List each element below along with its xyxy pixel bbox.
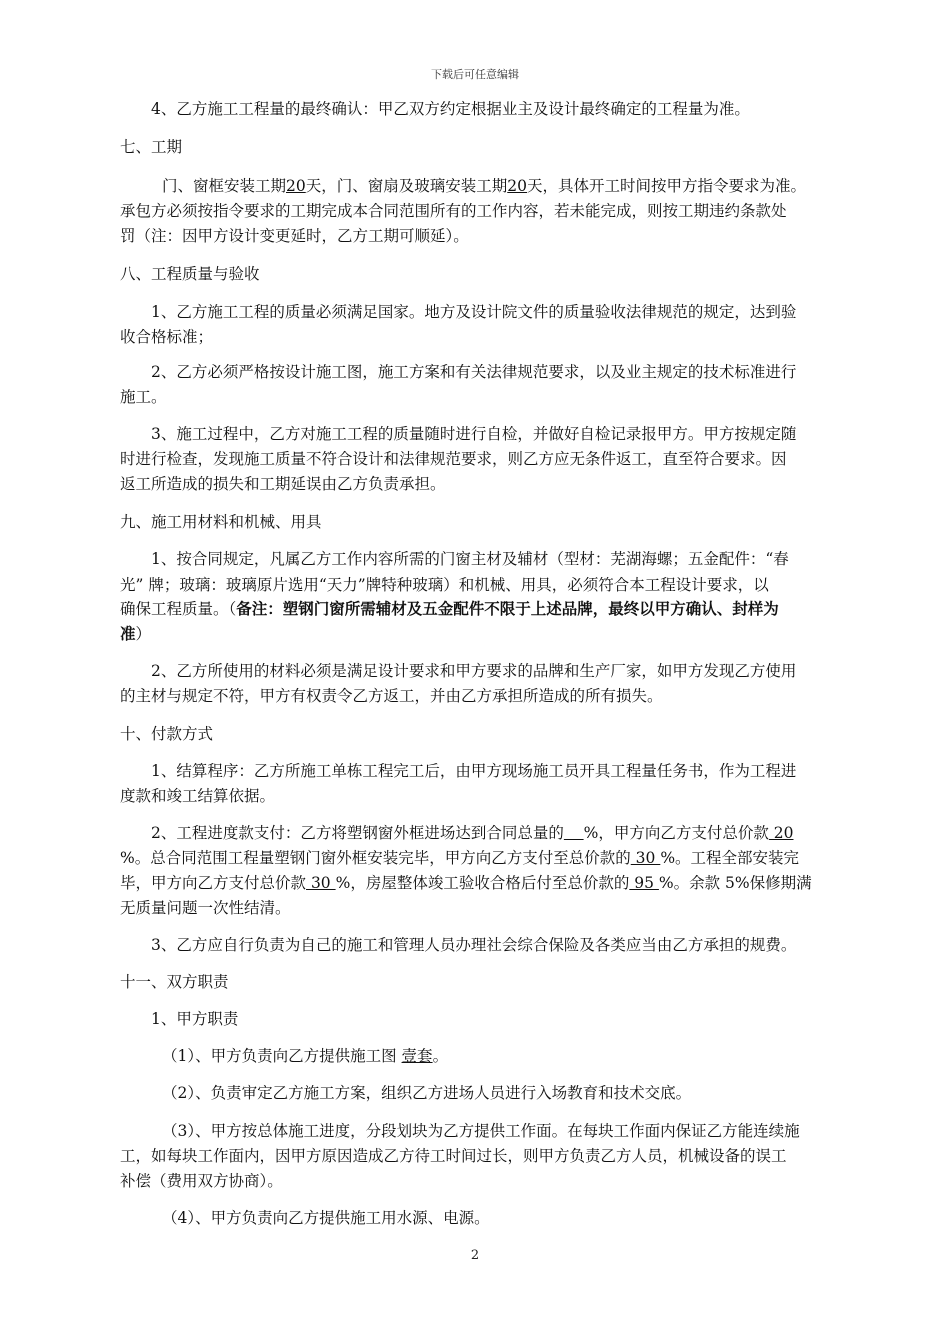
section-7-para-line-1: 门、窗框安装工期20天，门、窗扇及玻璃安装工期20天，具体开工时间按甲方指令要求为准。 [162, 177, 807, 195]
page-number: 2 [470, 1248, 480, 1263]
brand-note-bold: 备注：塑钢门窗所需辅材及五金配件不限于上述品牌，最终以甲方确认、封样为 [236, 599, 779, 618]
duration-frame: 20 [286, 177, 306, 195]
section-10-heading: 十、付款方式 [120, 725, 214, 743]
payment-percent-2: 30 [630, 849, 661, 867]
section-8-item-3-line-1: 3、施工过程中，乙方对施工工程的质量随时进行自检，并做好自检记录报甲方。甲方按规定随 [151, 425, 797, 443]
duty-item-4: （4）、甲方负责向乙方提供施工用水源、电源。 [162, 1209, 490, 1227]
section-10-item-2-line-4: 无质量问题一次性结清。 [120, 899, 291, 917]
section-8-item-1-line-2: 收合格标准； [120, 328, 214, 346]
section-8-heading: 八、工程质量与验收 [120, 265, 260, 283]
section-10-item-2-line-1: 2、工程进度款支付：乙方将塑钢窗外框进场达到合同总量的 %，甲方向乙方支付总价款 20 [151, 824, 794, 842]
blank-percent [564, 824, 584, 842]
section-8-item-3-line-2: 时进行检查，发现施工质量不符合设计和法律规范要求，则乙方应无条件返工，直至符合要求。因 [120, 450, 787, 468]
section-10-item-2-line-2: %。总合同范围工程量塑钢门窗外框安装完毕，甲方向乙方支付至总价款的 30 %。工程全部安装完 [120, 849, 800, 867]
duty-item-3-line-3: 补偿（费用双方协商）。 [120, 1172, 283, 1190]
section-9-item-1-line-3: 确保工程质量。（备注：塑钢门窗所需辅材及五金配件不限于上述品牌，最终以甲方确认、封样为 [120, 599, 779, 618]
section-7-para-line-3: 罚（注：因甲方设计变更延时，乙方工期可顺延）。 [120, 227, 469, 245]
duration-sash: 20 [507, 177, 527, 195]
section-9-item-2-line-2: 的主材与规定不符，甲方有权责令乙方返工，并由乙方承担所造成的所有损失。 [120, 687, 663, 705]
section-10-item-1-line-2: 度款和竣工结算依据。 [120, 787, 276, 805]
payment-percent-4: 95 [629, 874, 659, 892]
section-7-heading: 七、工期 [120, 138, 183, 156]
duty-item-3-line-1: （3）、甲方按总体施工进度，分段划块为乙方提供工作面。在每块工作面内保证乙方能连续施 [162, 1122, 800, 1140]
section-9-item-1-line-2: 光” 牌；玻璃：玻璃原片选用“天力”牌特种玻璃）和机械、用具，必须符合本工程设计要求，以 [120, 576, 769, 594]
section-8-item-1-line-1: 1、乙方施工工程的质量必须满足国家。地方及设计院文件的质量验收法律规范的规定，达到验 [151, 303, 797, 321]
section-9-item-2-line-1: 2、乙方所使用的材料必须是满足设计要求和甲方要求的品牌和生产厂家，如甲方发现乙方使用 [151, 662, 797, 680]
section-9-item-1-line-4: 准） [120, 624, 152, 643]
section-7-para-line-2: 承包方必须按指令要求的工期完成本合同范围所有的工作内容，若未能完成，则按工期违约条款处 [120, 202, 787, 220]
section-8-item-2-line-1: 2、乙方必须严格按设计施工图，施工方案和有关法律规范要求，以及业主规定的技术标准进行 [151, 363, 797, 381]
duty-item-2: （2）、负责审定乙方施工方案，组织乙方进场人员进行入场教育和技术交底。 [162, 1084, 692, 1102]
duty-item-3-line-2: 工，如每块工作面内，因甲方原因造成乙方待工时间过长，则甲方负责乙方人员，机械设备的误工 [120, 1147, 787, 1165]
section-8-item-2-line-2: 施工。 [120, 388, 167, 406]
payment-percent-1: 20 [768, 824, 794, 842]
page-header: 下载后可任意编辑 [431, 68, 519, 81]
payment-percent-3: 30 [306, 874, 336, 892]
clause-4-text: 4、乙方施工工程量的最终确认：甲乙双方约定根据业主及设计最终确定的工程量为准。 [151, 100, 750, 118]
section-10-item-1-line-1: 1、结算程序：乙方所施工单栋工程完工后，由甲方现场施工员开具工程量任务书，作为工程进 [151, 762, 797, 780]
section-11-subheading-1: 1、甲方职责 [151, 1010, 239, 1028]
section-10-item-2-line-3: 毕，甲方向乙方支付总价款 30 %，房屋整体竣工验收合格后付至总价款的 95 %。余款 5%保修期满 [120, 874, 812, 892]
section-8-item-3-line-3: 返工所造成的损失和工期延误由乙方负责承担。 [120, 475, 446, 493]
section-9-heading: 九、施工用材料和机械、用具 [120, 513, 322, 531]
section-10-item-3: 3、乙方应自行负责为自己的施工和管理人员办理社会综合保险及各类应当由乙方承担的规费。 [151, 936, 797, 954]
drawing-set-count: 壹套 [401, 1047, 433, 1065]
duty-item-1: （1）、甲方负责向乙方提供施工图 壹套。 [162, 1047, 449, 1065]
section-9-item-1-line-1: 1、按合同规定，凡属乙方工作内容所需的门窗主材及辅材（型材：芜湖海螺；五金配件：“春 [151, 550, 789, 568]
section-11-heading: 十一、双方职责 [120, 973, 229, 991]
